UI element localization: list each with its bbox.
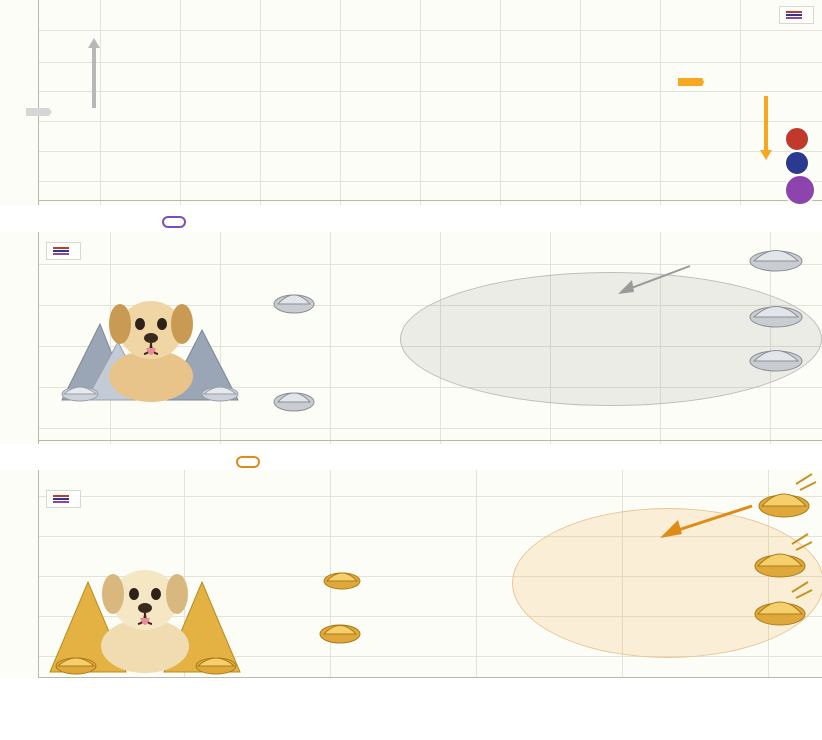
gold-valley-banner [678, 78, 704, 86]
gold-valley-note-arrow-icon [648, 500, 758, 542]
gold-ingot-icon [318, 614, 362, 644]
top-series-svg [0, 0, 822, 205]
ma21-badge [784, 174, 816, 206]
price-overview-chart [0, 0, 822, 205]
dog-mascot-gold-icon [40, 530, 250, 680]
silver-valley-banner [26, 108, 52, 116]
silver-valley-title [162, 216, 186, 228]
gold-ingot-icon [756, 474, 814, 520]
ma3-badge [784, 126, 810, 152]
silver-ingot-icon [272, 284, 316, 314]
gold-ingot-icon [752, 534, 810, 580]
silver-ingot-icon [748, 292, 804, 328]
dog-mascot-silver-icon [56, 258, 246, 408]
silver-ingot-icon [748, 236, 804, 272]
silver-ingot-icon [272, 382, 316, 412]
silver-ingot-icon [748, 336, 804, 372]
bot-legend [46, 490, 81, 508]
silver-valley-note-arrow-icon [612, 262, 692, 298]
gold-ingot-icon [752, 582, 810, 628]
gold-ingot-icon [322, 562, 362, 590]
ma8-badge [784, 150, 810, 176]
top-plot-area [0, 0, 822, 205]
top-legend [779, 6, 814, 24]
gold-valley-title [236, 456, 260, 468]
